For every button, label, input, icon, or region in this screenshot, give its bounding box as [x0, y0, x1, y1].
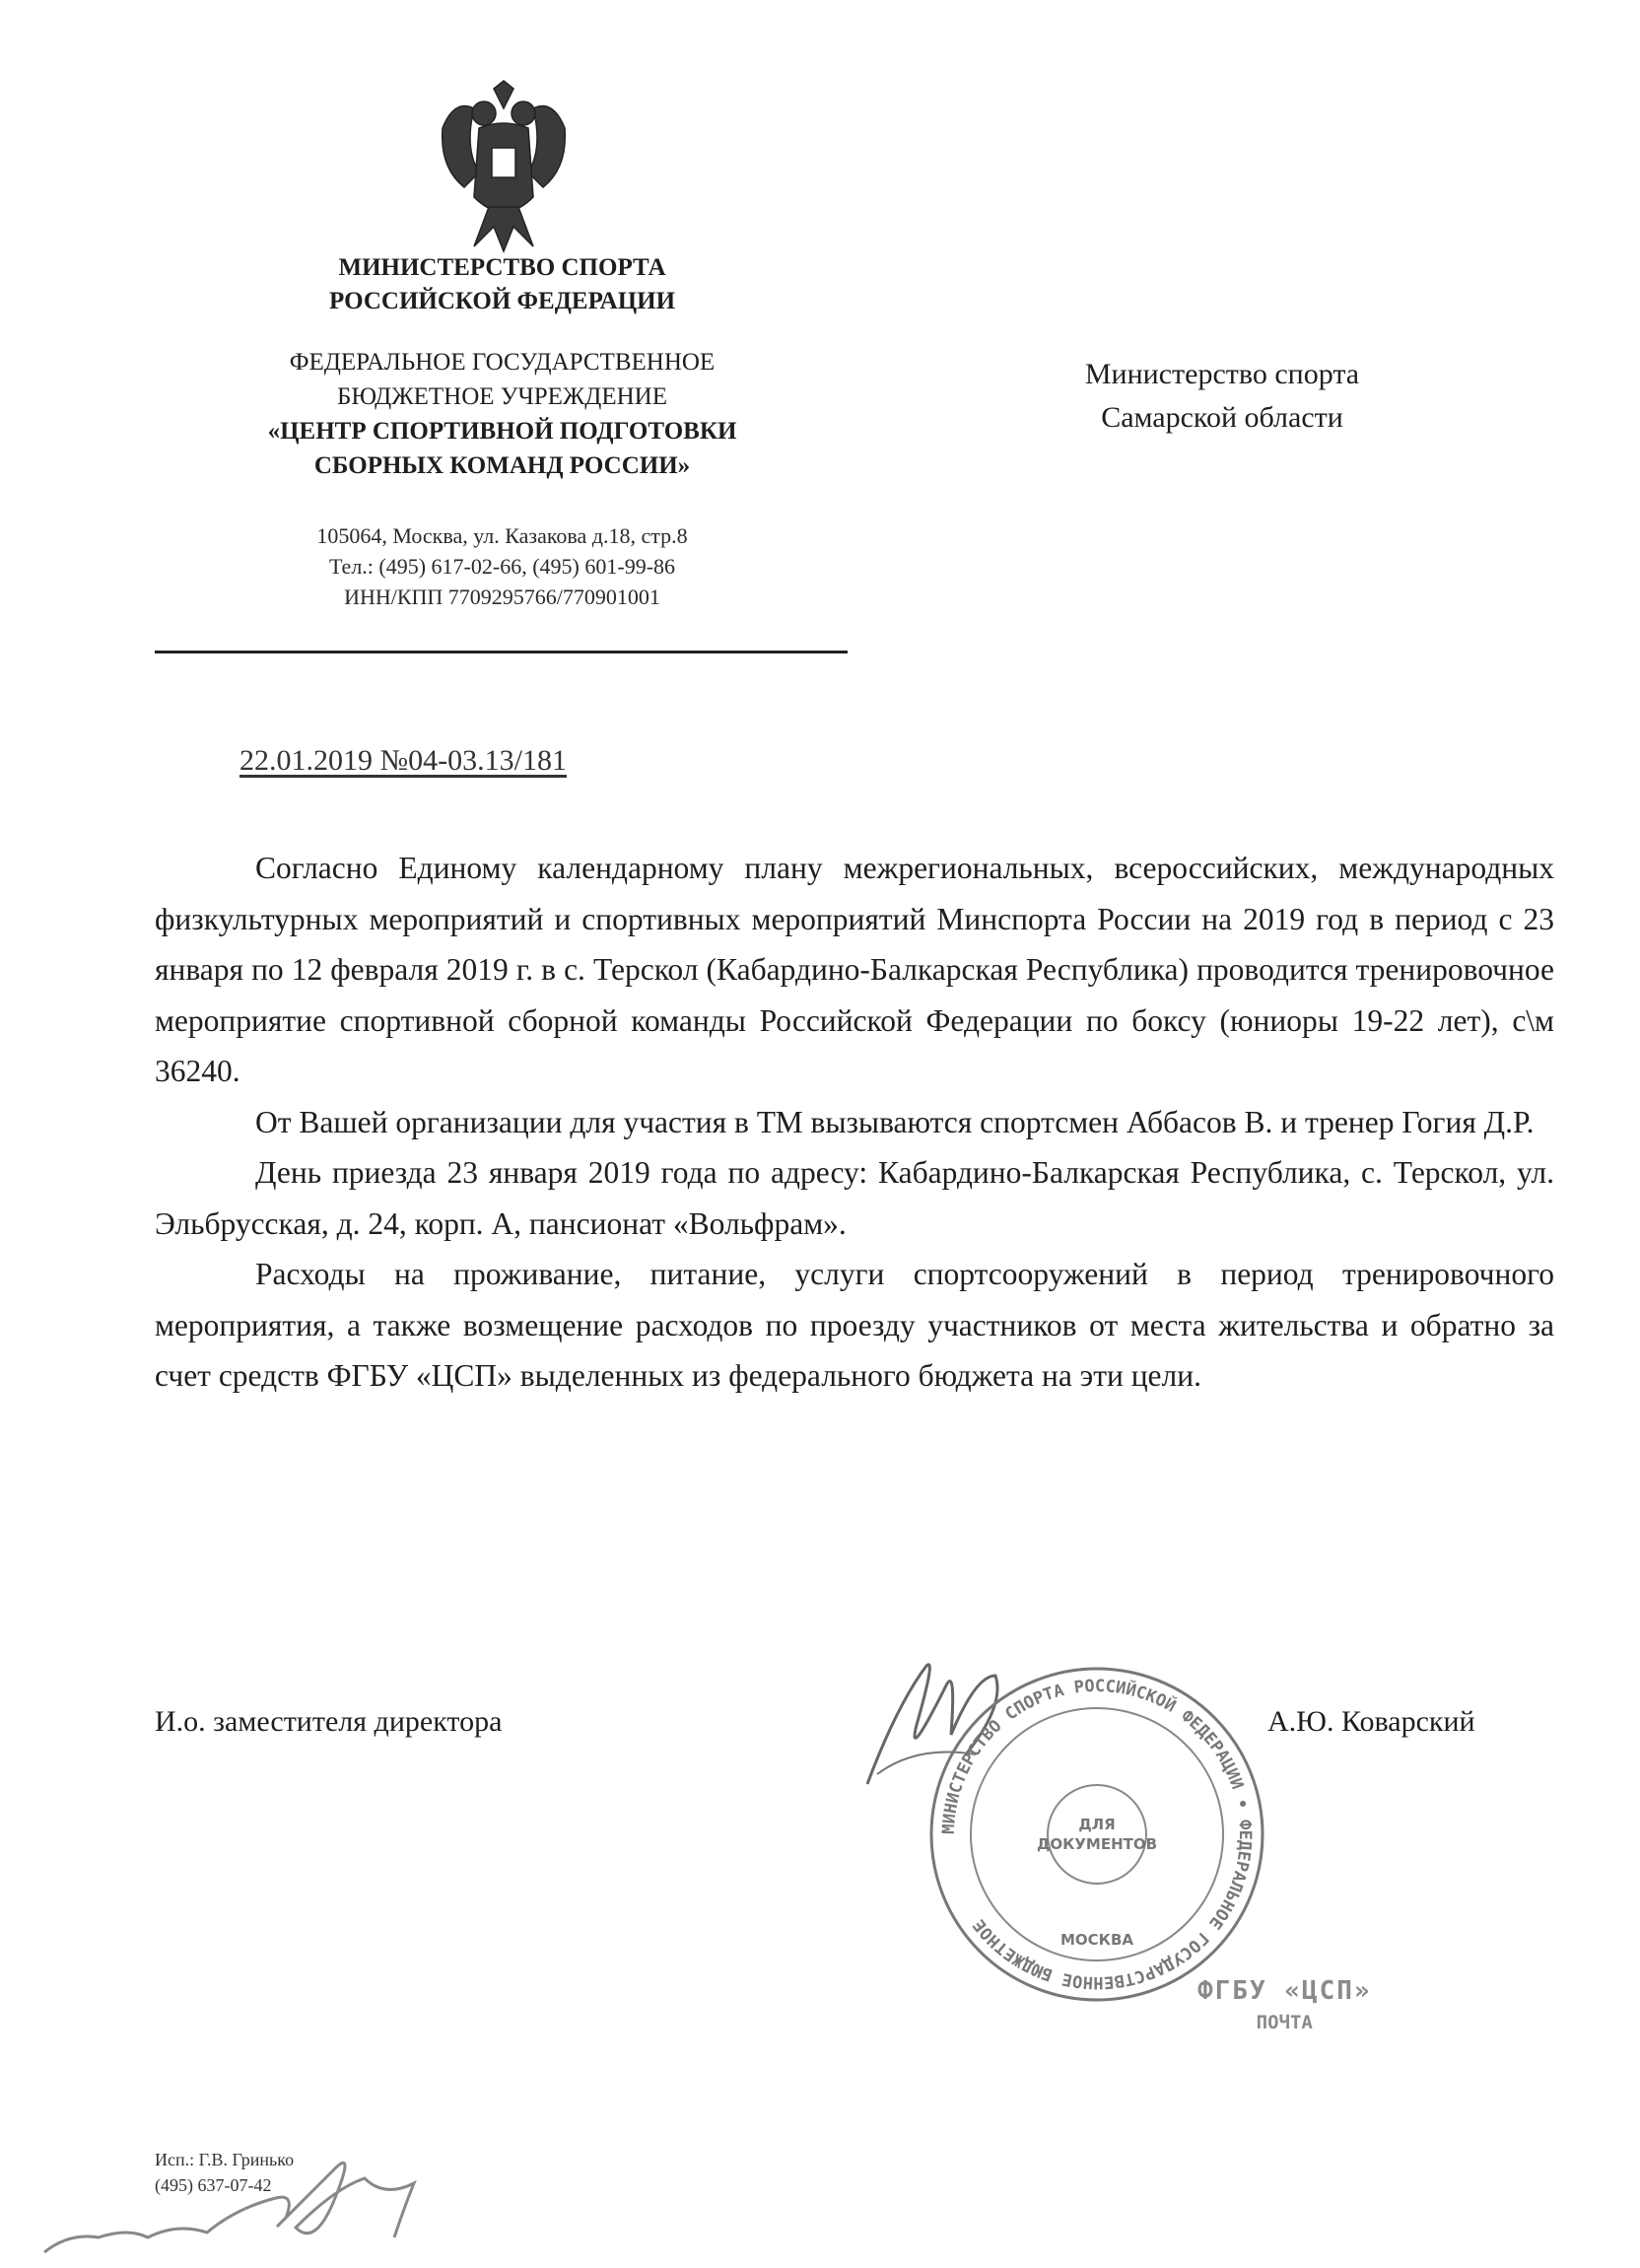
svg-text:МИНИСТЕРСТВО СПОРТА РОССИЙСКОЙ: МИНИСТЕРСТВО СПОРТА РОССИЙСКОЙ ФЕДЕРАЦИИ • ФЕДЕРАЛЬНОЕ ГОСУДАРСТВЕННОЕ БЮДЖЕТНОЕ: [938, 1676, 1256, 1993]
svg-text:МОСКВА: МОСКВА: [1060, 1931, 1133, 1949]
executor-phone: (495) 637-07-42: [155, 2175, 272, 2195]
institution-line: БЮДЖЕТНОЕ УЧРЕЖДЕНИЕ: [336, 383, 668, 410]
ministry-line: РОССИЙСКОЙ ФЕДЕРАЦИИ: [328, 288, 676, 314]
paragraph: Расходы на проживание, питание, услуги спортсооружений в период тренировочного мероприятия, а также возмещение расходов по проезду участников от места жительства и обратно за счет средств ФГБУ «ЦСП» выделенных из федерального бюджета на эти цели.: [155, 1257, 1554, 1393]
institution-address: [155, 520, 850, 612]
signer-name: А.Ю. Коварский: [1267, 1705, 1475, 1738]
ministry-name: [155, 251, 850, 318]
post-stamp-line: ПОЧТА: [1256, 2012, 1313, 2033]
institution-name: [155, 345, 850, 483]
signer-position: И.о. заместителя директора: [155, 1705, 503, 1738]
institution-line: «ЦЕНТР СПОРТИВНОЙ ПОДГОТОВКИ: [267, 418, 737, 445]
post-stamp: [1197, 1976, 1372, 2033]
paragraph: От Вашей организации для участия в ТМ вызываются спортсмен Аббасов В. и тренер Гогия Д.Р.: [255, 1104, 1535, 1139]
initials-signature-icon: [39, 2139, 473, 2268]
reference-number: 22.01.2019 №04-03.13/181: [239, 744, 567, 777]
official-seal: [926, 1664, 1267, 2005]
paragraph: Согласно Единому календарному плану межрегиональных, всероссийских, международных физкультурных мероприятий и спортивных мероприятий Минспорта России на 2019 год в период с 23 января по 12 февраля 2019 г. в с. Терскол (Кабардино-Балкарская Республика) проводится тренировочное мероприятие спортивной сборной команды Российской Федерации по боксу (юниоры 19-22 лет), с\м 36240.: [155, 851, 1554, 1088]
svg-text:ДЛЯ: ДЛЯ: [1078, 1816, 1116, 1833]
header-divider: [155, 651, 848, 653]
ministry-line: МИНИСТЕРСТВО СПОРТА: [338, 254, 666, 281]
address-line: 105064, Москва, ул. Казакова д.18, стр.8: [316, 523, 688, 548]
paragraph: День приезда 23 января 2019 года по адресу: Кабардино-Балкарская Республика, с. Терскол, ул. Эльбрусская, д. 24, корп. А, пансионат «Вольфрам».: [155, 1155, 1554, 1241]
executor-name: Исп.: Г.В. Гринько: [155, 2150, 295, 2169]
post-stamp-line: ФГБУ «ЦСП»: [1197, 1976, 1372, 2006]
institution-line: СБОРНЫХ КОМАНД РОССИИ»: [313, 452, 691, 479]
phone-line: Тел.: (495) 617-02-66, (495) 601-99-86: [328, 554, 676, 579]
addressee-line: Самарской области: [1101, 401, 1343, 434]
coat-of-arms-icon: [435, 79, 573, 254]
inn-line: ИНН/КПП 7709295766/770901001: [344, 584, 660, 609]
letter-body: [155, 843, 1554, 1402]
addressee: [1025, 353, 1419, 440]
svg-text:ДОКУМЕНТОВ: ДОКУМЕНТОВ: [1036, 1835, 1158, 1853]
institution-line: ФЕДЕРАЛЬНОЕ ГОСУДАРСТВЕННОЕ: [289, 349, 716, 376]
addressee-line: Министерство спорта: [1084, 358, 1360, 390]
